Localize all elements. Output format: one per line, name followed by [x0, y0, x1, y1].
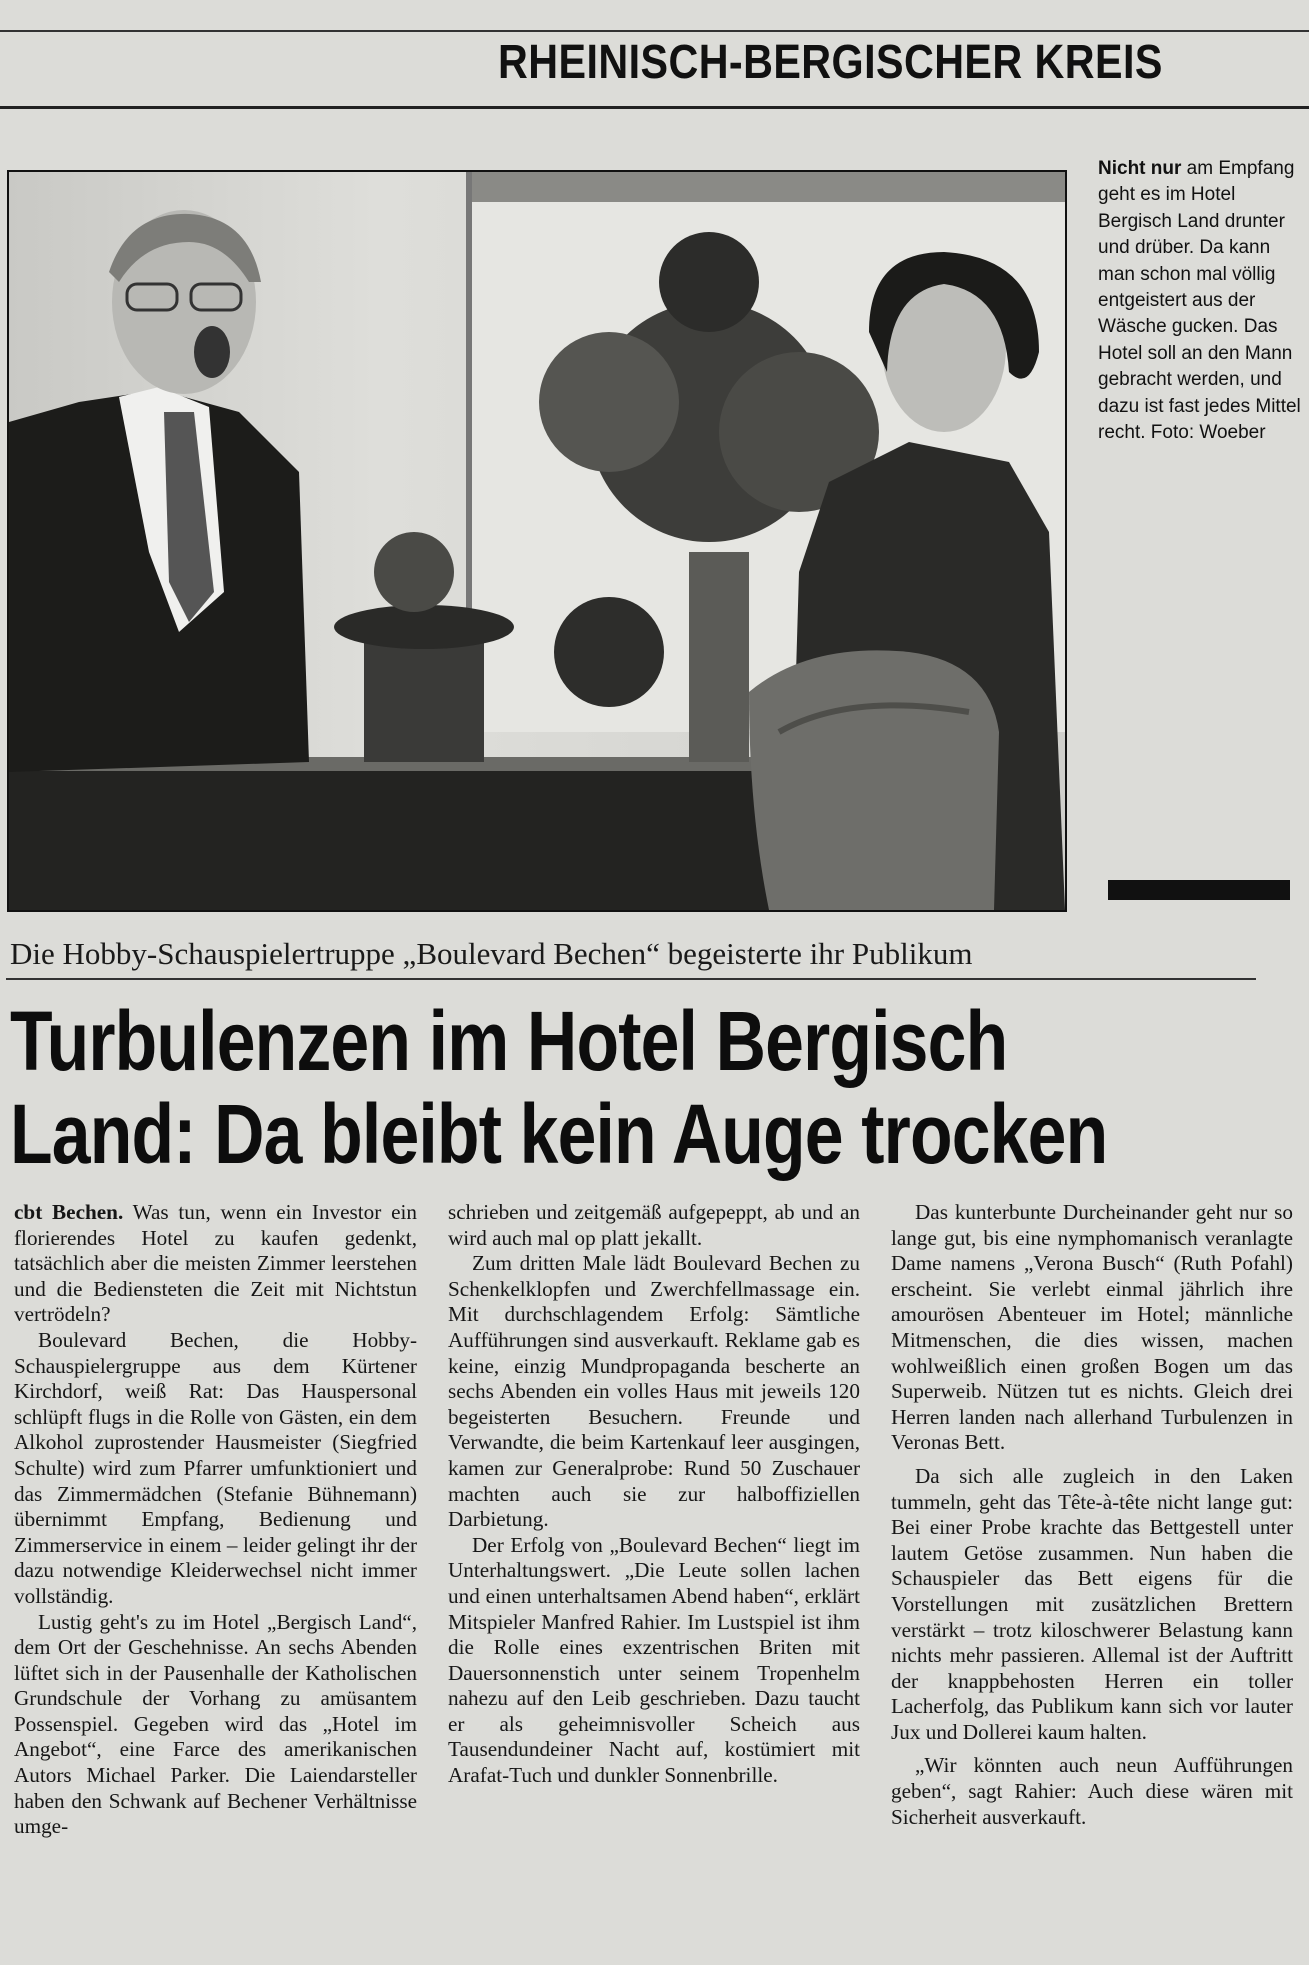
headline-line-2: Land: Da bleibt kein Auge trocken: [10, 1087, 1108, 1181]
paragraph: „Wir könnten auch neun Aufführungen geben“, sagt Rahier: Auch diese wären mit Sicherheit ausverkauft.: [891, 1753, 1293, 1829]
caption-text: am Empfang geht es im Hotel Bergisch Land drunter und drüber. Da kann man schon mal völlig entgeistert aus der Wäsche gucken. Das Hotel soll an den Mann gebracht werden, und dazu ist fast jedes Mittel recht. Foto: Woeber: [1098, 158, 1301, 444]
section-rule: [0, 106, 1309, 109]
caption-lead: Nicht nur: [1098, 158, 1182, 179]
headline: [10, 995, 1300, 1181]
paragraph: Zum dritten Male lädt Boulevard Bechen zu Schenkelklopfen und Zwerchfellmassage ein. Mit durchschlagendem Erfolg: Sämtliche Aufführungen sind ausverkauft. Reklame gab es keine, einzig Mundpropaganda bescherte an sechs Abenden ein volles Haus mit jeweils 120 begeisterten Besuchern. Freunde und Verwandte, die beim Kartenkauf leer ausgingen, kamen zur Generalprobe: Rund 50 Zuschauer machten auch sie zur halboffiziellen Darbietung.: [448, 1251, 860, 1532]
headline-line-1: Turbulenzen im Hotel Bergisch: [10, 994, 1008, 1088]
dateline: cbt Bechen.: [14, 1200, 124, 1224]
paragraph: Da sich alle zugleich in den Laken tummeln, geht das Tête-à-tête nicht lange gut: Bei einer Probe krachte das Bettgestell unter lautem Getöse zusammen. Nun haben die Schauspieler das Bett eigens für die Vorstellungen mit zusätzlichen Brettern verstärkt – trotz kiloschwerer Belastung kann nichts mehr passieren. Allemal ist der Auftritt der knappbehosten Herren ein toller Lacherfolg, das Publikum kann sich vor lauter Jux und Dollerei kaum halten.: [891, 1463, 1293, 1744]
paragraph: Boulevard Bechen, die Hobby-Schauspielergruppe aus dem Kürtener Kirchdorf, weiß Rat: Das Hauspersonal schlüpft flugs in die Rolle von Gästen, ein dem Alkohol zuprostender Hausmeister (Siegfried Schulte) wird zum Pfarrer umfunktioniert und das Zimmermädchen (Stefanie Bühnemann) übernimmt Empfang, Bedienung und Zimmerservice in einem – leider gelingt ihr der dazu notwendige Kleiderwechsel nicht immer vollständig.: [14, 1327, 417, 1608]
kicker-rule: [6, 978, 1256, 980]
paragraph: cbt Bechen. Was tun, wenn ein Investor ein florierendes Hotel zu kaufen gedenkt, tatsächlich aber die meisten Zimmer leerstehen und die Bediensteten die Zeit mit Nichtstun vertrödeln?: [14, 1200, 417, 1327]
article-photo: [7, 170, 1067, 912]
article-column-2: [448, 1200, 860, 1960]
article-column-1: [14, 1200, 417, 1960]
paragraph: Lustig geht's zu im Hotel „Bergisch Land“, dem Ort der Geschehnisse. An sechs Abenden lüftet sich in der Pausenhalle der Katholischen Grundschule der Vorhang zu amüsantem Possenspiel. Gegeben wird das „Hotel im Angebot“, eine Farce des amerikanischen Autors Michael Parker. Die Laiendarsteller haben den Schwank auf Bechener Verhältnisse umge-: [14, 1609, 417, 1839]
kicker-line: Die Hobby-Schauspielertruppe „Boulevard Bechen“ begeisterte ihr Publikum: [10, 936, 973, 971]
paragraph: Das kunterbunte Durcheinander geht nur so lange gut, bis eine nymphomanisch veranlagte Dame namens „Verona Busch“ (Ruth Pofahl) erscheint. Sie verlebt einmal jährlich ihre amourösen Abenteuer im Hotel; männliche Mitmenschen, die dies wissen, machen wohlweißlich einen großen Bogen um das Superweib. Nützen tut es nichts. Gleich drei Herren landen nach allerhand Turbulenzen in Veronas Bett.: [891, 1200, 1293, 1455]
paragraph: schrieben und zeitgemäß aufgepeppt, ab und an wird auch mal op platt jekallt.: [448, 1200, 860, 1250]
section-heading: RHEINISCH-BERGISCHER KREIS: [498, 36, 1163, 89]
paragraph: Der Erfolg von „Boulevard Bechen“ liegt im Unterhaltungswert. „Die Leute sollen lachen und einen unterhaltsamen Abend haben“, erklärt Mitspieler Manfred Rahier. Im Lustspiel ist ihm die Rolle eines exzentrischen Briten mit Dauersonnenstich unter seinem Tropenhelm nahezu auf den Leib geschrieben. Dazu taucht er als geheimnisvoller Scheich aus Tausendundeiner Nacht auf, kostümiert mit Arafat-Tuch und dunkler Sonnenbrille.: [448, 1532, 860, 1788]
article-column-3: [891, 1200, 1293, 1960]
photo-caption: [1098, 156, 1303, 446]
separator-bar: [1108, 880, 1290, 900]
